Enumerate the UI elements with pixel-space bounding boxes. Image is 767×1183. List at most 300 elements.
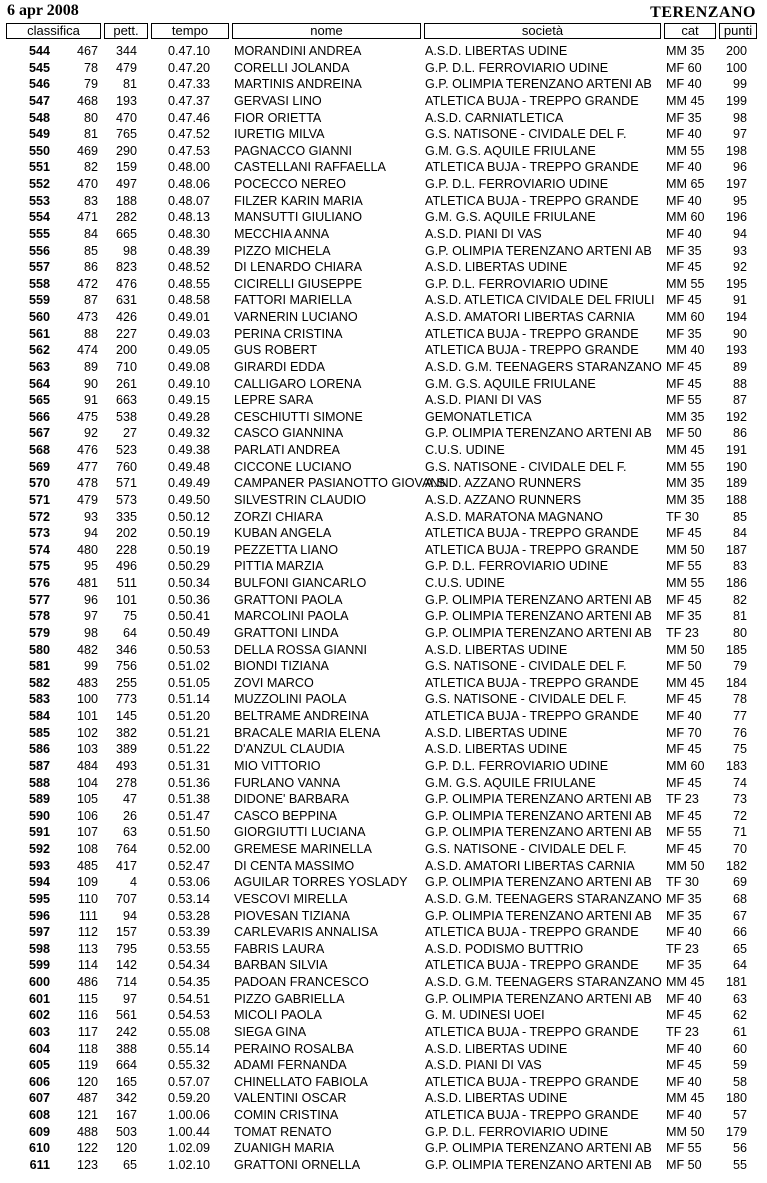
club-cell: G.P. OLIMPIA TERENZANO ARTENI AB xyxy=(425,243,652,258)
table-row xyxy=(0,60,767,77)
bib-number-cell: 470 xyxy=(115,110,137,125)
name-cell: MECCHIA ANNA xyxy=(234,226,330,241)
time-cell: 0.49.15 xyxy=(168,393,211,408)
club-cell: G.P. D.L. FERROVIARIO UDINE xyxy=(425,177,609,191)
points-cell: 70 xyxy=(732,842,747,856)
category-cell: MF 40 xyxy=(666,226,702,241)
table-row xyxy=(0,575,767,592)
name-cell: GIRARDI EDDA xyxy=(234,359,325,374)
classifica-cell: 576 xyxy=(28,576,50,590)
points-cell: 196 xyxy=(725,210,747,225)
category-cell: TF 23 xyxy=(666,941,699,956)
category-rank-cell: 121 xyxy=(76,1108,98,1122)
name-cell: VALENTINI OSCAR xyxy=(234,1091,347,1106)
table-row xyxy=(0,1041,767,1058)
table-row xyxy=(0,110,767,127)
category-rank-cell: 102 xyxy=(76,725,98,740)
category-cell: MF 45 xyxy=(666,526,702,541)
club-cell: G.M. G.S. AQUILE FRIULANE xyxy=(425,210,596,225)
club-cell: G.S. NATISONE - CIVIDALE DEL F. xyxy=(425,127,627,142)
name-cell: FILZER KARIN MARIA xyxy=(234,193,363,208)
time-cell: 0.51.21 xyxy=(168,725,211,740)
name-cell: D'ANZUL CLAUDIA xyxy=(234,742,345,757)
points-cell: 67 xyxy=(732,908,747,923)
bib-number-cell: 65 xyxy=(122,1157,137,1172)
points-cell: 98 xyxy=(732,110,747,125)
name-cell: PIZZO GABRIELLA xyxy=(234,991,345,1006)
time-cell: 0.52.47 xyxy=(168,858,211,873)
points-cell: 198 xyxy=(725,143,747,158)
time-cell: 0.55.08 xyxy=(168,1024,211,1039)
table-row xyxy=(0,409,767,426)
time-cell: 0.51.14 xyxy=(168,692,211,707)
time-cell: 0.53.06 xyxy=(168,875,211,890)
category-rank-cell: 473 xyxy=(76,310,98,324)
time-cell: 0.48.13 xyxy=(168,210,211,225)
classifica-cell: 577 xyxy=(28,592,50,607)
category-cell: MM 40 xyxy=(666,343,705,358)
bib-number-cell: 282 xyxy=(115,210,137,225)
category-rank-cell: 479 xyxy=(76,492,98,507)
time-cell: 0.51.31 xyxy=(168,758,211,773)
category-cell: TF 23 xyxy=(666,625,699,640)
classifica-cell: 607 xyxy=(28,1091,50,1106)
bib-number-cell: 4 xyxy=(129,875,137,890)
table-row xyxy=(0,442,767,459)
points-cell: 75 xyxy=(732,742,747,757)
bib-number-cell: 417 xyxy=(115,858,137,873)
club-cell: ATLETICA BUJA - TREPPO GRANDE xyxy=(425,542,639,557)
bib-number-cell: 290 xyxy=(115,143,137,158)
club-cell: G.P. OLIMPIA TERENZANO ARTENI AB xyxy=(425,625,652,640)
category-cell: MM 45 xyxy=(666,975,705,989)
classifica-cell: 584 xyxy=(28,709,50,723)
category-rank-cell: 112 xyxy=(77,925,98,940)
classifica-cell: 582 xyxy=(28,675,50,690)
time-cell: 0.50.19 xyxy=(168,542,211,557)
points-cell: 62 xyxy=(732,1008,747,1023)
category-cell: MM 45 xyxy=(666,1091,705,1106)
category-cell: MF 50 xyxy=(666,659,702,674)
category-cell: MM 45 xyxy=(666,675,705,690)
bib-number-cell: 344 xyxy=(115,44,137,58)
table-row xyxy=(0,808,767,825)
points-cell: 69 xyxy=(732,875,747,890)
bib-number-cell: 426 xyxy=(115,310,137,324)
club-cell: G.P. OLIMPIA TERENZANO ARTENI AB xyxy=(425,77,652,92)
points-cell: 86 xyxy=(732,426,747,441)
category-rank-cell: 119 xyxy=(77,1058,98,1073)
time-cell: 0.49.49 xyxy=(168,476,211,491)
category-rank-cell: 484 xyxy=(76,758,98,773)
table-row xyxy=(0,741,767,758)
category-rank-cell: 88 xyxy=(83,326,98,341)
time-cell: 0.49.03 xyxy=(168,326,211,341)
classifica-cell: 592 xyxy=(28,842,50,856)
bib-number-cell: 664 xyxy=(115,1058,137,1073)
bib-number-cell: 496 xyxy=(115,559,137,574)
name-cell: BIONDI TIZIANA xyxy=(234,659,329,674)
name-cell: FURLANO VANNA xyxy=(234,775,341,790)
club-cell: A.S.D. CARNIATLETICA xyxy=(425,110,564,125)
classifica-cell: 571 xyxy=(28,492,50,507)
time-cell: 0.48.55 xyxy=(168,276,211,291)
name-cell: COMIN CRISTINA xyxy=(234,1108,339,1122)
club-cell: G.P. OLIMPIA TERENZANO ARTENI AB xyxy=(425,808,652,823)
bib-number-cell: 756 xyxy=(115,659,137,674)
bib-number-cell: 255 xyxy=(115,675,137,690)
category-rank-cell: 482 xyxy=(76,642,98,657)
name-cell: CHINELLATO FABIOLA xyxy=(234,1074,368,1089)
classifica-cell: 567 xyxy=(28,426,50,441)
category-rank-cell: 480 xyxy=(76,542,98,557)
name-cell: CORELLI JOLANDA xyxy=(234,60,350,75)
name-cell: GREMESE MARINELLA xyxy=(234,842,372,856)
bib-number-cell: 26 xyxy=(122,808,137,823)
bib-number-cell: 101 xyxy=(115,592,137,607)
category-cell: MM 50 xyxy=(666,542,705,557)
classifica-cell: 583 xyxy=(28,692,50,707)
club-cell: A.S.D. LIBERTAS UDINE xyxy=(425,260,568,275)
time-cell: 0.54.51 xyxy=(168,991,211,1006)
classifica-cell: 570 xyxy=(28,476,50,491)
category-cell: MM 45 xyxy=(666,93,705,108)
points-cell: 74 xyxy=(732,775,747,790)
category-rank-cell: 96 xyxy=(83,592,98,607)
name-cell: MARTINIS ANDREINA xyxy=(234,77,362,92)
bib-number-cell: 665 xyxy=(115,226,137,241)
bib-number-cell: 342 xyxy=(115,1091,137,1106)
bib-number-cell: 165 xyxy=(115,1074,137,1089)
bib-number-cell: 476 xyxy=(115,276,137,291)
name-cell: MARCOLINI PAOLA xyxy=(234,609,349,624)
name-cell: DELLA ROSSA GIANNI xyxy=(234,642,367,657)
time-cell: 0.54.53 xyxy=(168,1008,211,1023)
name-cell: BELTRAME ANDREINA xyxy=(234,709,369,723)
name-cell: ZOVI MARCO xyxy=(234,675,314,690)
table-row xyxy=(0,658,767,675)
bib-number-cell: 27 xyxy=(122,426,137,441)
category-rank-cell: 108 xyxy=(76,842,98,856)
category-cell: MF 40 xyxy=(666,1108,702,1122)
category-rank-cell: 486 xyxy=(76,975,98,989)
points-cell: 100 xyxy=(725,60,747,75)
club-cell: G.P. D.L. FERROVIARIO UDINE xyxy=(425,276,609,291)
category-rank-cell: 98 xyxy=(83,625,98,640)
header-nome: nome xyxy=(232,23,421,39)
category-rank-cell: 105 xyxy=(76,792,98,807)
name-cell: DI LENARDO CHIARA xyxy=(234,260,363,275)
points-cell: 194 xyxy=(725,310,747,324)
points-cell: 85 xyxy=(732,509,747,524)
bib-number-cell: 714 xyxy=(115,975,137,989)
classifica-cell: 589 xyxy=(28,792,50,807)
name-cell: PEZZETTA LIANO xyxy=(234,542,339,557)
table-row xyxy=(0,908,767,925)
category-cell: MF 45 xyxy=(666,376,702,391)
classifica-cell: 552 xyxy=(28,177,50,191)
table-row xyxy=(0,1157,767,1174)
points-cell: 59 xyxy=(732,1058,747,1073)
classifica-cell: 569 xyxy=(28,459,50,474)
club-cell: G.P. D.L. FERROVIARIO UDINE xyxy=(425,758,609,773)
bib-number-cell: 479 xyxy=(115,60,137,75)
name-cell: LEPRE SARA xyxy=(234,393,314,408)
club-cell: A.S.D. AZZANO RUNNERS xyxy=(425,492,582,507)
time-cell: 0.48.30 xyxy=(168,226,211,241)
classifica-cell: 591 xyxy=(28,825,50,840)
classifica-cell: 578 xyxy=(28,609,50,624)
classifica-cell: 547 xyxy=(28,93,50,108)
classifica-cell: 596 xyxy=(28,908,50,923)
club-cell: G.S. NATISONE - CIVIDALE DEL F. xyxy=(425,842,627,856)
category-cell: MF 35 xyxy=(666,958,702,973)
category-rank-cell: 109 xyxy=(76,875,98,890)
category-cell: MF 45 xyxy=(666,1058,702,1073)
club-cell: G.M. G.S. AQUILE FRIULANE xyxy=(425,376,596,391)
category-cell: MF 55 xyxy=(666,559,702,574)
bib-number-cell: 278 xyxy=(115,775,137,790)
name-cell: PERINA CRISTINA xyxy=(234,326,343,341)
table-row xyxy=(0,209,767,226)
time-cell: 0.53.39 xyxy=(168,925,211,940)
category-cell: MF 50 xyxy=(666,1157,702,1172)
bib-number-cell: 228 xyxy=(115,542,137,557)
category-rank-cell: 103 xyxy=(76,742,98,757)
category-cell: MF 55 xyxy=(666,393,702,408)
club-cell: A.S.D. PIANI DI VAS xyxy=(425,1058,542,1073)
name-cell: VESCOVI MIRELLA xyxy=(234,891,348,906)
club-cell: G.P. OLIMPIA TERENZANO ARTENI AB xyxy=(425,792,652,807)
club-cell: ATLETICA BUJA - TREPPO GRANDE xyxy=(425,193,639,208)
club-cell: ATLETICA BUJA - TREPPO GRANDE xyxy=(425,1108,639,1122)
table-row xyxy=(0,974,767,991)
table-row xyxy=(0,76,767,93)
club-cell: ATLETICA BUJA - TREPPO GRANDE xyxy=(425,160,639,175)
category-rank-cell: 89 xyxy=(83,359,98,374)
table-row xyxy=(0,259,767,276)
club-cell: A.S.D. ATLETICA CIVIDALE DEL FRIULI xyxy=(425,293,655,308)
table-row xyxy=(0,176,767,193)
category-cell: MM 55 xyxy=(666,143,705,158)
table-row xyxy=(0,542,767,559)
name-cell: PIOVESAN TIZIANA xyxy=(234,908,350,923)
name-cell: SIEGA GINA xyxy=(234,1024,307,1039)
bib-number-cell: 773 xyxy=(115,692,137,707)
club-cell: G.P. OLIMPIA TERENZANO ARTENI AB xyxy=(425,875,652,890)
table-row xyxy=(0,226,767,243)
points-cell: 91 xyxy=(732,293,747,308)
table-row xyxy=(0,243,767,260)
time-cell: 0.49.50 xyxy=(168,492,211,507)
points-cell: 193 xyxy=(725,343,747,358)
points-cell: 186 xyxy=(725,576,747,590)
table-row xyxy=(0,608,767,625)
time-cell: 0.50.41 xyxy=(168,609,211,624)
name-cell: PERAINO ROSALBA xyxy=(234,1041,354,1056)
table-row xyxy=(0,691,767,708)
table-row xyxy=(0,957,767,974)
classifica-cell: 609 xyxy=(28,1124,50,1139)
table-row xyxy=(0,359,767,376)
bib-number-cell: 145 xyxy=(115,709,137,723)
header-classifica: classifica xyxy=(6,23,101,39)
category-cell: MM 35 xyxy=(666,476,705,491)
table-row xyxy=(0,758,767,775)
points-cell: 84 xyxy=(732,526,747,541)
points-cell: 180 xyxy=(725,1091,747,1106)
category-cell: MF 45 xyxy=(666,808,702,823)
bib-number-cell: 523 xyxy=(115,443,137,457)
table-row xyxy=(0,558,767,575)
name-cell: GRATTONI PAOLA xyxy=(234,592,343,607)
bib-number-cell: 493 xyxy=(115,758,137,773)
table-row xyxy=(0,642,767,659)
bib-number-cell: 98 xyxy=(122,243,137,258)
club-cell: ATLETICA BUJA - TREPPO GRANDE xyxy=(425,1074,639,1089)
table-row xyxy=(0,93,767,110)
points-cell: 191 xyxy=(725,443,747,457)
category-cell: MF 35 xyxy=(666,609,702,624)
bib-number-cell: 663 xyxy=(115,393,137,408)
points-cell: 76 xyxy=(732,725,747,740)
table-row xyxy=(0,725,767,742)
club-cell: A.S.D. LIBERTAS UDINE xyxy=(425,1041,568,1056)
bib-number-cell: 64 xyxy=(122,625,137,640)
points-cell: 90 xyxy=(732,326,747,341)
name-cell: DI CENTA MASSIMO xyxy=(234,858,355,873)
bib-number-cell: 764 xyxy=(115,842,137,856)
category-rank-cell: 101 xyxy=(76,709,98,723)
bib-number-cell: 710 xyxy=(115,359,137,374)
time-cell: 1.02.09 xyxy=(168,1141,211,1156)
club-cell: G.P. OLIMPIA TERENZANO ARTENI AB xyxy=(425,991,652,1006)
name-cell: ADAMI FERNANDA xyxy=(234,1058,347,1073)
bib-number-cell: 202 xyxy=(115,526,137,541)
bib-number-cell: 261 xyxy=(115,376,137,391)
points-cell: 99 xyxy=(732,77,747,92)
name-cell: AGUILAR TORRES YOSLADY xyxy=(234,875,408,890)
classifica-cell: 585 xyxy=(28,725,50,740)
club-cell: A.S.D. MARATONA MAGNANO xyxy=(425,509,603,524)
points-cell: 61 xyxy=(732,1024,747,1039)
table-row xyxy=(0,775,767,792)
name-cell: GERVASI LINO xyxy=(234,93,322,108)
points-cell: 190 xyxy=(725,459,747,474)
bib-number-cell: 497 xyxy=(115,177,137,191)
bib-number-cell: 63 xyxy=(122,825,137,840)
name-cell: PAGNACCO GIANNI xyxy=(234,143,353,158)
points-cell: 79 xyxy=(732,659,747,674)
points-cell: 97 xyxy=(732,127,747,142)
name-cell: SILVESTRIN CLAUDIO xyxy=(234,492,367,507)
name-cell: GRATTONI LINDA xyxy=(234,625,339,640)
classifica-cell: 551 xyxy=(28,160,50,175)
table-row xyxy=(0,841,767,858)
classifica-cell: 581 xyxy=(28,659,50,674)
classifica-cell: 608 xyxy=(28,1108,50,1122)
classifica-cell: 549 xyxy=(28,127,50,142)
points-cell: 96 xyxy=(732,160,747,175)
club-cell: ATLETICA BUJA - TREPPO GRANDE xyxy=(425,675,639,690)
classifica-cell: 572 xyxy=(28,509,50,524)
points-cell: 92 xyxy=(732,260,747,275)
table-row xyxy=(0,1140,767,1157)
category-rank-cell: 83 xyxy=(83,193,98,208)
time-cell: 0.50.49 xyxy=(168,625,211,640)
points-cell: 56 xyxy=(732,1141,747,1156)
time-cell: 0.47.10 xyxy=(168,44,211,58)
club-cell: A.S.D. LIBERTAS UDINE xyxy=(425,642,568,657)
bib-number-cell: 97 xyxy=(122,991,137,1006)
table-row xyxy=(0,991,767,1008)
category-rank-cell: 91 xyxy=(83,393,98,408)
club-cell: ATLETICA BUJA - TREPPO GRANDE xyxy=(425,709,639,723)
club-cell: G.S. NATISONE - CIVIDALE DEL F. xyxy=(425,692,627,707)
bib-number-cell: 227 xyxy=(115,326,137,341)
points-cell: 94 xyxy=(732,226,747,241)
category-rank-cell: 95 xyxy=(83,559,98,574)
classifica-cell: 556 xyxy=(28,243,50,258)
category-cell: MF 35 xyxy=(666,908,702,923)
table-row xyxy=(0,292,767,309)
classifica-cell: 593 xyxy=(28,858,50,873)
classifica-cell: 565 xyxy=(28,393,50,408)
classifica-cell: 566 xyxy=(28,409,50,424)
time-cell: 0.59.20 xyxy=(168,1091,211,1106)
classifica-cell: 544 xyxy=(28,44,50,58)
time-cell: 0.54.35 xyxy=(168,975,211,989)
bib-number-cell: 346 xyxy=(115,642,137,657)
table-row xyxy=(0,492,767,509)
time-cell: 0.51.36 xyxy=(168,775,211,790)
club-cell: A.S.D. LIBERTAS UDINE xyxy=(425,1091,568,1106)
bib-number-cell: 335 xyxy=(115,509,137,524)
name-cell: MICOLI PAOLA xyxy=(234,1008,322,1023)
category-rank-cell: 115 xyxy=(77,991,98,1006)
category-rank-cell: 80 xyxy=(83,110,98,125)
category-cell: MM 50 xyxy=(666,642,705,657)
category-rank-cell: 110 xyxy=(77,891,98,906)
category-rank-cell: 104 xyxy=(76,775,98,790)
name-cell: GIORGIUTTI LUCIANA xyxy=(234,825,366,840)
name-cell: VARNERIN LUCIANO xyxy=(234,310,358,324)
time-cell: 0.47.52 xyxy=(168,127,211,142)
club-cell: G.P. D.L. FERROVIARIO UDINE xyxy=(425,60,609,75)
points-cell: 73 xyxy=(732,792,747,807)
category-cell: MM 60 xyxy=(666,758,705,773)
points-cell: 63 xyxy=(732,991,747,1006)
table-row xyxy=(0,309,767,326)
time-cell: 0.57.07 xyxy=(168,1074,211,1089)
name-cell: IURETIG MILVA xyxy=(234,127,325,142)
points-cell: 197 xyxy=(725,177,747,191)
time-cell: 1.02.10 xyxy=(168,1157,211,1172)
club-cell: ATLETICA BUJA - TREPPO GRANDE xyxy=(425,326,639,341)
category-rank-cell: 481 xyxy=(76,576,98,590)
club-cell: G.P. D.L. FERROVIARIO UDINE xyxy=(425,559,609,574)
classifica-cell: 553 xyxy=(28,193,50,208)
club-cell: A.S.D. AMATORI LIBERTAS CARNIA xyxy=(425,310,635,324)
club-cell: G.S. NATISONE - CIVIDALE DEL F. xyxy=(425,459,627,474)
bib-number-cell: 389 xyxy=(115,742,137,757)
category-rank-cell: 488 xyxy=(76,1124,98,1139)
time-cell: 0.50.19 xyxy=(168,526,211,541)
classifica-cell: 555 xyxy=(28,226,50,241)
time-cell: 0.48.00 xyxy=(168,160,211,175)
category-cell: MF 45 xyxy=(666,775,702,790)
club-cell: A.S.D. G.M. TEENAGERS STARANZANO xyxy=(425,359,662,374)
